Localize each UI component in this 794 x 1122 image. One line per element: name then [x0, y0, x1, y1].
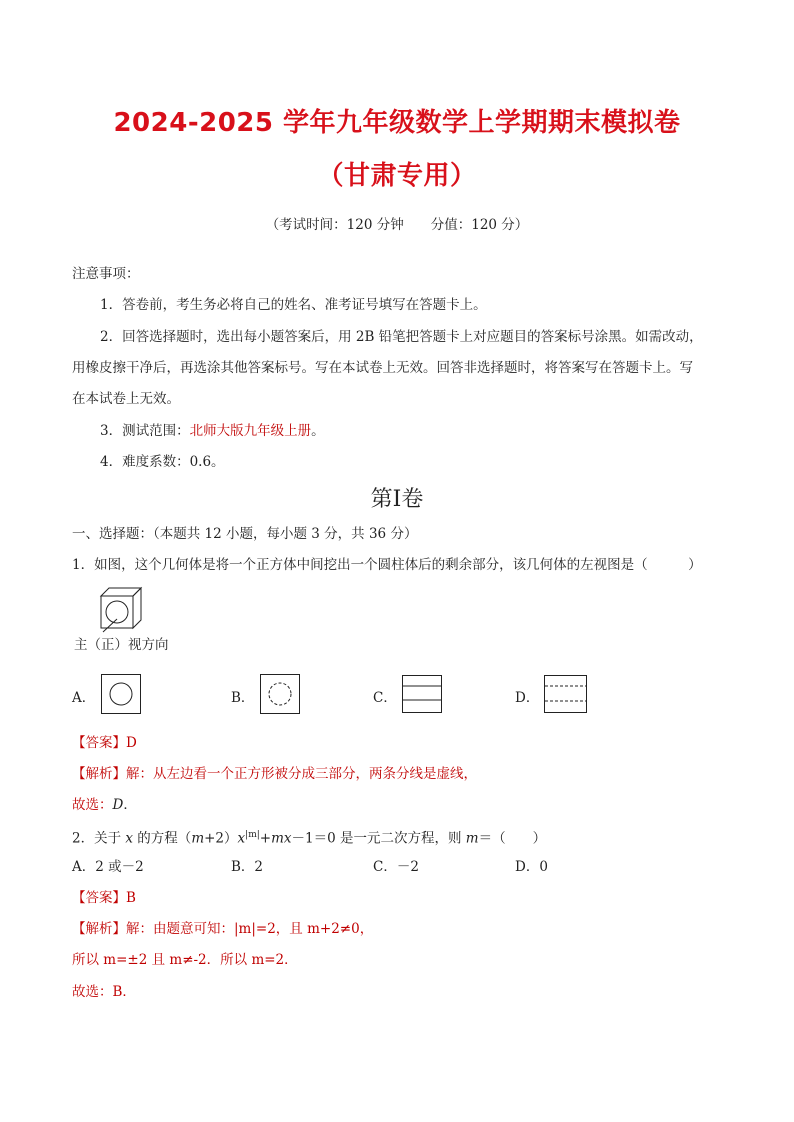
- q2-var-x-base: x: [237, 830, 246, 847]
- notice-item-4: 4．难度系数：0.6。: [100, 454, 225, 470]
- solid-lines-icon: [403, 676, 441, 712]
- q2-option-a: A．2 或－2: [72, 859, 144, 875]
- q2-var-x: x: [125, 830, 134, 847]
- test-scope: 北师大版九年级上册: [189, 423, 312, 439]
- part-heading: 一、选择题：（本题共 12 小题，每小题 3 分，共 36 分）: [72, 526, 418, 542]
- q1-option-d-label: D．: [515, 690, 540, 706]
- q2-var-m: m: [191, 830, 205, 847]
- q1-analysis: [72, 765, 477, 783]
- q2-analysis-text: 解：由题意可知：|m|=2，且 m+2≠0，: [126, 921, 374, 937]
- q1-answer-value: D: [126, 735, 137, 751]
- notice-item-3: [100, 422, 325, 440]
- page-subtitle: （甘肃专用）: [317, 161, 477, 191]
- q1-option-a-label: A．: [72, 690, 96, 706]
- q2-analysis: [72, 920, 373, 938]
- q2-analysis-line-2: 所以 m=±2 且 m≠-2．所以 m=2．: [72, 952, 298, 968]
- q1-choice-suffix: ．: [123, 797, 137, 813]
- q2-answer-tag: 【答案】: [72, 890, 126, 906]
- notice-item-3-prefix: 3．测试范围：: [100, 423, 190, 439]
- q1-option-b-label: B．: [231, 690, 255, 706]
- dashed-circle-icon: [261, 675, 299, 713]
- q1-choice-prefix: 故选：: [72, 797, 113, 813]
- dashed-lines-icon: [545, 676, 586, 712]
- q2-answer: [72, 889, 136, 907]
- q2-stem-part-4: +: [259, 830, 272, 847]
- exam-info: （考试时间：120 分钟 分值：120 分）: [265, 217, 529, 233]
- q2-stem-part-2: 的方程（: [133, 830, 192, 847]
- figure-caption: 主（正）视方向: [74, 637, 169, 653]
- q2-analysis-tag: 【解析】: [72, 921, 126, 937]
- q2-answer-value: B: [126, 890, 136, 906]
- q1-option-d-square: [544, 675, 587, 713]
- q2-option-c: C．－2: [373, 859, 419, 875]
- q1-answer-tag: 【答案】: [72, 735, 126, 751]
- q2-stem-part-5: －1＝0 是一元二次方程，则: [291, 830, 466, 847]
- q2-stem-part-6: ＝（ ）: [478, 830, 547, 847]
- q1-option-c-square: [402, 675, 442, 713]
- q1-analysis-tag: 【解析】: [72, 766, 126, 782]
- q2-stem: [72, 826, 546, 848]
- q1-option-a-square: [101, 674, 141, 714]
- q1-option-b-square: [260, 674, 300, 714]
- q2-stem-part-1: 2．关于: [72, 830, 126, 847]
- page-title: 2024-2025 学年九年级数学上学期期末模拟卷: [113, 108, 681, 138]
- q2-choice: 故选：B．: [72, 984, 136, 1000]
- q1-choice: [72, 796, 137, 814]
- q2-option-b: B．2: [231, 859, 264, 875]
- notice-item-2-line-3: 在本试卷上无效。: [72, 391, 180, 407]
- q1-choice-value: D: [112, 797, 124, 813]
- q2-exponent: |m|: [245, 830, 260, 840]
- q1-stem: 1．如图，这个几何体是将一个正方体中间挖出一个圆柱体后的剩余部分，该几何体的左视图是（ ）: [72, 557, 702, 573]
- notice-item-3-suffix: 。: [311, 423, 325, 439]
- q1-option-c-label: C．: [373, 690, 397, 706]
- notice-heading: 注意事项：: [72, 266, 140, 282]
- cube-figure: [95, 586, 155, 636]
- q2-var-m-result: m: [465, 830, 479, 847]
- notice-item-2-line-2: 用橡皮擦干净后，再选涂其他答案标号。写在本试卷上无效。回答非选择题时，将答案写在答题卡上。写: [72, 360, 693, 376]
- solid-circle-icon: [102, 675, 140, 713]
- q1-answer: [72, 734, 137, 752]
- q2-var-mx: mx: [271, 830, 292, 847]
- volume-title: 第I卷: [370, 487, 424, 512]
- q2-stem-part-3: +2）: [204, 830, 238, 847]
- q2-option-d: D．0: [515, 859, 548, 875]
- notice-item-2-line-1: 2．回答选择题时，选出每小题答案后，用 2B 铅笔把答题卡上对应题目的答案标号涂黑。如需改动，: [100, 329, 703, 345]
- q1-analysis-text: 解：从左边看一个正方形被分成三部分，两条分线是虚线，: [126, 766, 477, 782]
- notice-item-1: 1．答卷前，考生务必将自己的姓名、准考证号填写在答题卡上。: [100, 297, 487, 313]
